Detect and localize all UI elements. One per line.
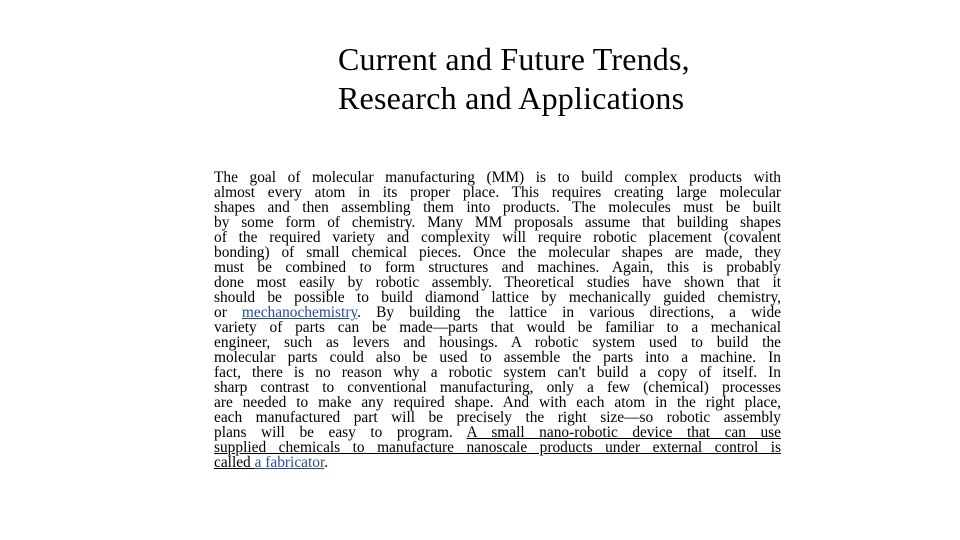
text-run: almost every atom in its proper place. This requires creating large molecular [214, 184, 781, 201]
fabricator-link[interactable]: a fabricator [254, 454, 325, 471]
paragraph-line [214, 455, 781, 470]
paragraph-line [214, 245, 781, 260]
paragraph-line [214, 230, 781, 245]
text-run: . By building the lattice in various directions, a wide [357, 304, 781, 321]
text-run: molecular parts could also be used to assemble the parts into a machine. In [214, 349, 781, 366]
paragraph-line [214, 215, 781, 230]
paragraph-line [214, 305, 781, 320]
slide-title-line-1: Current and Future Trends, [338, 41, 690, 77]
paragraph-line [214, 260, 781, 275]
paragraph-line [214, 350, 781, 365]
slide-title [338, 40, 758, 118]
slide-title-line-2: Research and Applications [338, 80, 685, 116]
underlined-text-run: called [214, 454, 255, 471]
text-run: bonding) of small chemical pieces. Once the molecular shapes are made, they [214, 244, 781, 261]
paragraph-line [214, 410, 781, 425]
text-run: engineer, such as levers and housings. A robotic system used to build the [214, 334, 781, 351]
paragraph-line [214, 395, 781, 410]
paragraph-line [214, 185, 781, 200]
text-run: or [214, 304, 242, 321]
paragraph-line [214, 170, 781, 185]
text-run: variety of parts can be made—parts that would be familiar to a mechanical [214, 319, 781, 336]
body-paragraph [214, 170, 781, 470]
text-run: plans will be easy to program. [214, 424, 467, 441]
mechanochemistry-link[interactable]: mechanochemistry [241, 304, 358, 321]
text-run: must be combined to form structures and machines. Again, this is probably [214, 259, 781, 276]
text-run: each manufactured part will be precisely the right size—so robotic assembly [214, 409, 781, 426]
text-run: by some form of chemistry. Many MM proposals assume that building shapes [214, 214, 781, 231]
text-run: done most easily by robotic assembly. Theoretical studies have shown that it [214, 274, 781, 291]
text-run: The goal of molecular manufacturing (MM) is to build complex products with [214, 169, 781, 186]
paragraph-line [214, 425, 781, 440]
paragraph-line [214, 365, 781, 380]
text-run: . [324, 454, 329, 471]
text-run: sharp contrast to conventional manufacturing, only a few (chemical) processes [214, 379, 781, 396]
paragraph-line [214, 335, 781, 350]
text-run: of the required variety and complexity will require robotic placement (covalent [214, 229, 781, 246]
paragraph-line [214, 380, 781, 395]
text-run: should be possible to build diamond lattice by mechanically guided chemistry, [214, 289, 781, 306]
text-run: are needed to make any required shape. And with each atom in the right place, [214, 394, 781, 411]
paragraph-line [214, 440, 781, 455]
text-run: fact, there is no reason why a robotic system can't build a copy of itself. In [214, 364, 781, 381]
underlined-text-run: A small nano-robotic device that can use [466, 424, 781, 441]
underlined-text-run: supplied chemicals to manufacture nanoscale products under external control is [214, 439, 781, 456]
paragraph-line [214, 200, 781, 215]
paragraph-line [214, 290, 781, 305]
text-run: shapes and then assembling them into products. The molecules must be built [214, 199, 781, 216]
paragraph-line [214, 275, 781, 290]
paragraph-line [214, 320, 781, 335]
